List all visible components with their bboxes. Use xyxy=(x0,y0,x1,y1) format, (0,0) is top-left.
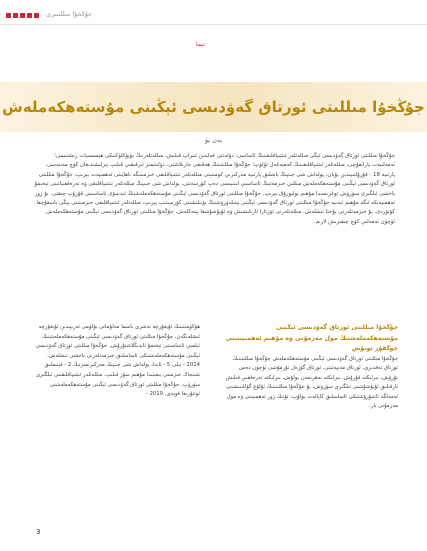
header-squares xyxy=(6,13,39,18)
title-band xyxy=(0,82,427,132)
accent-square-icon xyxy=(20,13,25,18)
header-rule xyxy=(0,24,427,25)
right-column xyxy=(222,323,398,412)
right-column-text: جۇڭخۇا مىللىتى ئورتاق گەۋدىسى ئېڭىنى مۇستەھكەملەش جۇڭخۇا مىللىتىنىڭ ئورتاق تەقدىرى، ئورتاق مەنپەئىتى، ئورتاق گۈزەل تۇرمۇشى ئۈچۈن دەس تۇرۇش، بىرلىكتە قۇرۇش، بىرلىكتە بەھرىمەن بولۇش، بىرلىكتە تەرەققىي قىلىش ئارقىلىق ئۇيۇشۇشنى ئىلگىرى سۈرۈش، بۇ جۇڭخۇا مىللىتىنىڭ ئۇلۇغ گۈللىنىشىنى ئەمەلگە ئاشۇرۇشتىكى ئاساسلىق كاپالەت بولۇپ، ئۇنىڭ زور ئەھمىيىتى ۋە مول مەزمۇنى بار. xyxy=(225,355,398,410)
accent-square-icon xyxy=(13,13,18,18)
page-number: 3 xyxy=(36,528,41,536)
intro-paragraph xyxy=(33,152,395,227)
accent-square-icon xyxy=(34,13,39,18)
article-title: جۇڭخۇا مىللىتى ئورتاق گەۋدىسى ئېڭىنى مۇستەھكەملەش xyxy=(2,98,425,116)
accent-square-icon xyxy=(6,13,11,18)
accent-square-icon xyxy=(27,13,32,18)
section-label: جۇڭخۇا مىللىتىرى xyxy=(46,10,93,18)
section-heading: جۇڭخۇا مىللىتى ئورتاق گەۋدىسى ئېڭىنى مۇستەھكەملەشنىڭ مول مەزمۇنى ۋە مۇھىم ئەھمىيىتىنى چوڭقۇر تونۇش xyxy=(225,324,398,352)
left-column xyxy=(33,323,200,400)
article-author: يەن يۈ xyxy=(204,136,223,144)
left-column-text: ھۆكۈمىتىنىڭ ئۇيغۇرچە نەشرى باسما مەلۇماتى بۆلۈمى تەرىپىدىن ئۇيغۇرچە ئىشلەنگەن، جۇڭخۇا مىللىتى ئورتاق گەۋدىسى ئېڭىنى مۇستەھكەملەشنىڭ ئىلمىي ئاساسىنى تېخىمۇ ئايدىڭلاشتۇرۇش، جۇڭخۇا مىللىتى ئورتاق گەۋدىسى ئېڭىنى مۇستەھكەملەشتىكى ئاساسلىق خىزمەتلەرنى ياخشى ئىشلەش، 2014 - يىلى 5 - ئايدا، يولداش شى جىنپىڭ مەركىزىمىزنىڭ 2 - قېتىملىق شىنجاڭ خىزمىتى يىغىنىدا مۇھىم سۆز قىلىپ، مىللەتلەر ئىتتىپاقلىقىنى ئىلگىرى سۈرۈپ، جۇڭخۇا مىللىتى ئورتاق گەۋدىسى ئېڭىنى مۇستەھكەملەشنى ئوتتۇرىغا قويدى. 2019 - xyxy=(35,324,200,398)
intro-text: جۇڭخۇا مىللىتى ئورتاق گەۋدىسى ئېڭى مىللەتلەر ئىتتىپاقلىقىنىڭ ئاساسى، دۆلەتنى قەلبتىن ئىنراپ قىلىش، مىللەتلەرنىڭ بۈيۈكلۈكتىكى ھېسسىيات رىشتىسى؛ ئەمەلىيەت ياراتقۇچى، مىللەتلەر ئىتتىپاقلىقىنىڭ كەمبەغەل ئۆلۈپ؛ جۇڭخۇا مىللىتىنىڭ ھەقىقى جارىلاشتى، دۆلىتىمىز ئىرقىقىي قىلىپ بىرلىشىدىغان كۈچ مەنبەسى. پارتىيە 18 - قۇرۇلتىيىدىن بۇيان، يولداش شى جىنپىڭ باشلىق پارتىيە مەركىزىي كومىتېتى مىللەتلەر ئىتتىپاقلىقى خىزمىتىگە ناھايىتى ئەھمىيەت بېرىپ، جۇڭخۇا مىللىتى ئورتاق گەۋدىسى ئېڭىنى مۇستەھكەملەش مىللىي خىزمەتنىڭ ئاساسىي لىنىيىسى دەپ كۆرسەتتى، يولداش شى جىنپىڭ مىللەتلەر ئىتتىپاقلىقى ۋە تەرەققىياتىنى تېخىمۇ ياخشى ئىلگىرى سۈرۈش توغرىسىدا مۇھىم يوليورۇق بېرىپ، جۇڭخۇا مىللىتى ئورتاق گەۋدىسى ئېڭىنى مۇستەھكەملەشنىڭ ئىدىيىۋى ئاساسىنى قۇرۇپ چىقتى. بۇ زور ئەھمىيەتكە ئىگە مۇھىم ئىدىيە جۇڭخۇا مىللىتى ئورتاق گەۋدىسى ئېڭىنى يېتىلدۈرۈشنىڭ يۆنىلىشىنى كۆرسىتىپ بېرىپ، مىللەتلەر ئىتتىپاقلىقى خىزمىتىنى يېڭى باسقۇچقا كۆتۈردى. بۇ خىزمەتلەرنى پۇختا ئىشلەش، مىللەتلەرنى ئۆزئارا ئارىلىشىش ۋە ئۇيۇشۇشقا يېتەكلەش، جۇڭخۇا مىللىتى ئورتاق گەۋدىسى ئېڭىنى مۇستەھكەملەش ئۈچۈن ئەمەلىي كۈچ چىقىرىش لازىم. xyxy=(34,153,395,225)
topic-label: تېما xyxy=(196,41,205,48)
